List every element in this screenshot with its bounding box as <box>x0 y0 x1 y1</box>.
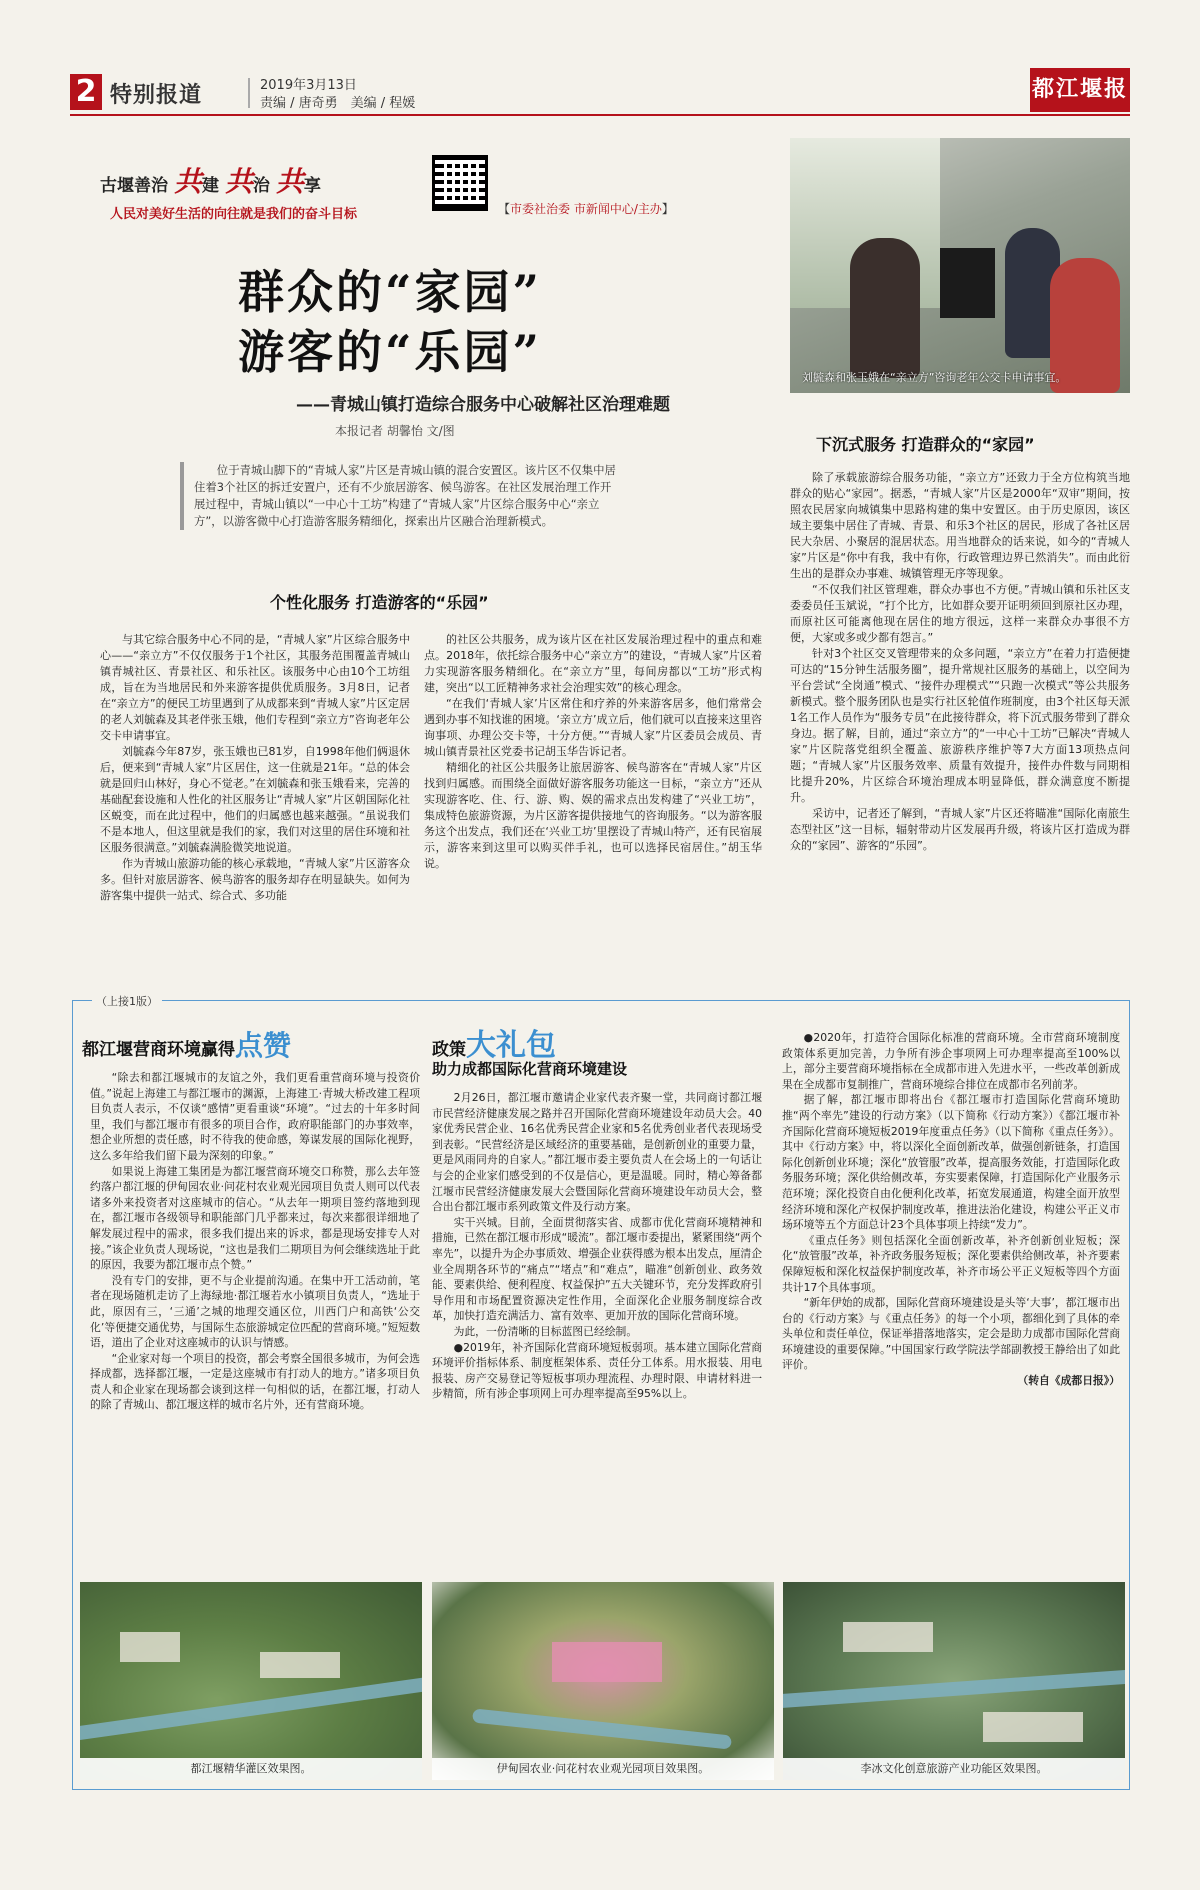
building-shape <box>120 1632 180 1662</box>
heading-highlight: 点赞 <box>235 1029 292 1062</box>
page-number: 2 <box>70 74 102 110</box>
rendering-image-3 <box>783 1582 1125 1780</box>
image-caption: 伊甸园农业·问花村农业观光园项目效果图。 <box>432 1758 774 1780</box>
section-heading: 个性化服务 打造游客的“乐园” <box>270 593 489 612</box>
paragraph: ●2020年，打造符合国际化标准的营商环境。全市营商环境制度政策体系更加完善，力争所有涉企事项网上可办理率提高至100%以上，部分主要营商环境指标在全成都市进入先进水平，一些改革创新成果在全成都市复制推广，营商环境综合排位在成都市名列前茅。 <box>782 1031 1120 1091</box>
paragraph: 据了解，都江堰市即将出台《都江堰市打造国际化营商环境助推“两个率先”建设的行动方案》（以下简称《行动方案》）《都江堰市补齐国际化营商环境短板2019年度重点任务》（以下简称《重点任务》）。其中《行动方案》中，将以深化全面创新改革，做强创新链条，打造国际化创新创业环境；深化“放管服”改革，提高服务效能，打造国际化政务服务环境；深化供给侧改革，夯实要素保障，打造国际化产业服务示范环境；深化投资自由化便利化改革，拓宽发展通道，构建全面开放型经济环境和深化产权保护制度改革，推进法治化建设，构建公平正义市场环境等五个方面总计23个具体事项上持续“发力”。 <box>782 1093 1120 1232</box>
paragraph: 与其它综合服务中心不同的是，“青城人家”片区综合服务中心——“亲立方”不仅仅服务于1个社区，其服务范围覆盖青城山镇青城社区、青景社区、和乐社区。该服务中心由10个工坊组成，旨在为当地居民和外来游客提供优质服务。3月8日，记者在“亲立方”的便民工坊里遇到了从成都来到“青城人家”片区定居的老人刘毓森及其老伴张玉娥，他们专程到“亲立方”咨询老年公交卡申请事宜。 <box>100 633 410 742</box>
continued-heading-2-sub: 助力成都国际化营商环境建设 <box>432 1060 628 1078</box>
page-header <box>70 72 1130 116</box>
paragraph: 作为青城山旅游功能的核心承载地，“青城人家”片区游客众多。但针对旅居游客、候鸟游客的服务却存在明显缺失。如何为游客集中提供一站式、综合式、多功能 <box>100 857 410 902</box>
editors: 责编 / 唐奇勇 美编 / 程媛 <box>260 96 416 111</box>
article-intro: 位于青城山脚下的“青城人家”片区是青城山镇的混合安置区。该片区不仅集中居住着3个社区的拆迁安置户，还有不少旅居游客、候鸟游客。在社区发展治理工作开展过程中，青城山镇以“一中心十工坊”构建了“青城人家”片区综合服务中心“亲立方”，以游客微中心打造游客服务精细化，探索出片区融合治理新模式。 <box>180 462 620 530</box>
section-name: 特别报道 <box>110 83 203 108</box>
continued-column-b <box>432 1090 762 1402</box>
river-shape <box>783 1669 1125 1708</box>
article-column-2 <box>424 632 762 872</box>
sub-slogan: 人民对美好生活的向往就是我们的奋斗目标 <box>110 207 358 222</box>
river-shape <box>80 1676 422 1743</box>
heading-highlight: 大礼包 <box>466 1028 556 1063</box>
image-caption: 李冰文化创意旅游产业功能区效果图。 <box>783 1758 1125 1780</box>
title-line: 游客的“乐园” <box>238 325 542 379</box>
paragraph: 为此，一份清晰的目标蓝图已经绘制。 <box>453 1324 638 1338</box>
building-shape <box>843 1622 933 1652</box>
article-column-1 <box>100 632 410 904</box>
paragraph: 2月26日，都江堰市邀请企业家代表齐聚一堂，共同商讨都江堰市民营经济健康发展之路并召开国际化营商环境建设年动员大会。40家优秀民营企业、16名优秀民营企业家和5名优秀创业者代表现场受到表彰。“民营经济是区域经济的重要基础，是创新创业的重要力量，更是风雨同舟的自家人。”都江堰市委主要负责人在会场上的一句话让与会的企业家们感受到的不仅是信心，更是温暖。同时，精心筹备都江堰市民营经济健康发展大会暨国际化营商环境建设年动员大会，整合出台都江堰市系列政策文件及行动方案。 <box>432 1091 762 1214</box>
slogan-red: 共 <box>224 165 253 198</box>
organizer-suffix: /主办 <box>633 202 662 216</box>
paragraph: “在我们‘青城人家’片区常住和疗养的外来游客居多，他们常常会遇到办事不知找谁的困境。‘亲立方’成立后，他们就可以直接来这里咨询事项、办理公交卡等，十分方便。”“青城人家”片区委员会成员、青城山镇青景社区党委书记胡玉华告诉记者。 <box>424 697 762 758</box>
byline: 本报记者 胡馨怡 文/图 <box>335 424 455 438</box>
paragraph: “除去和都江堰城市的友谊之外，我们更看重营商环境与投资价值。”说起上海建工与都江堰市的渊源，上海建工·青城大桥改建工程项目负责人表示，不仅谈“感情”更看重谈“环境”。“过去的十年多时间里，我们与都江堰市有很多的项目合作，政府职能部门的办事效率，想企业所想的责任感，时不待我的使命感，筹谋发展的国际化视野，这么多年给我们留下最为深刻的印象。” <box>90 1071 420 1162</box>
person-shape <box>850 238 920 378</box>
paragraph: 《重点任务》则包括深化全面创新改革，补齐创新创业短板；深化“放管服”改革，补齐政务服务短板；深化要素供给侧改革，补齐要素保障短板和深化权益保护制度改革，补齐市场公平正义短板等四个方面共计17个具体事项。 <box>782 1233 1120 1294</box>
heading-text: 都江堰营商环境赢得 <box>82 1040 235 1060</box>
river-shape <box>472 1708 732 1749</box>
slogan-red: 共 <box>275 165 304 198</box>
article-photo <box>790 138 1130 393</box>
paragraph: 的社区公共服务，成为该片区在社区发展治理过程中的重点和难点。2018年，依托综合服务中心“亲立方”的建设，“青城人家”片区着力实现游客服务精细化。在“亲立方”里，每间房都以“工坊”形式构建，突出“以工匠精神务求社会治理实效”的核心理念。 <box>424 633 762 694</box>
column-slogan <box>100 160 420 200</box>
building-shape <box>983 1712 1083 1742</box>
paragraph: 采访中，记者还了解到，“青城人家”片区还将瞄准“国际化南旅生态型社区”这一目标，辐射带动片区发展再升级，将该片区打造成为群众的“家园”、游客的“乐园”。 <box>790 807 1130 852</box>
paragraph: 精细化的社区公共服务让旅居游客、候鸟游客在“青城人家”片区找到归属感。而围绕全面做好游客服务功能这一目标，“亲立方”还从实现游客吃、住、行、游、购、娱的需求点出发构建了“兴业工坊”，集成特色旅游资源，为片区游客提供接地气的咨询服务。“以为游客服务这个出发点，我们还在‘兴业工坊’里摆设了青城山特产，还有民宿展示，游客来到这里可以购买伴手礼，也可以选择民宿居住。”胡玉华说。 <box>424 761 762 870</box>
paragraph: 刘毓森今年87岁，张玉娥也已81岁，自1998年他们俩退休后，便来到“青城人家”片区居住，这一住就是21年。“总的体会就是回归山林好，身心不觉老。”在刘毓森和张玉娥看来，完善的基础配套设施和人性化的社区服务让“青城人家”片区朝国际化社区蜕变，而在此过程中，他们的归属感也越来越强。“虽说我们不是本地人，但这里就是我们的家，我们对这里的居住环境和社区服务很满意。”刘毓森满脸微笑地说道。 <box>100 745 410 854</box>
slogan-red: 共 <box>173 165 202 198</box>
monitor-shape <box>940 248 995 318</box>
slogan-part: 建 <box>201 176 219 196</box>
slogan-part: 享 <box>303 176 321 196</box>
paragraph: 没有专门的安排，更不与企业提前沟通。在集中开工活动前，笔者在现场随机走访了上海绿地·都江堰若水小镇项目负责人，“选址于此，原因有三，‘三通’之城的地理交通区位，川西门户和高铁‘公交化’等便捷交通优势，与国际生态旅游城定位匹配的营商环境。”短短数语，道出了企业对这座城市的认识与情感。 <box>90 1273 420 1350</box>
organizer: 【市委社治委 市新闻中心/主办】 <box>498 202 674 216</box>
newspaper-logo: 都江堰报 <box>1030 68 1130 112</box>
rendering-image-2 <box>432 1582 774 1780</box>
section-heading: 下沉式服务 打造群众的“家园” <box>816 435 1035 454</box>
header-divider <box>248 78 250 108</box>
paragraph: “不仅我们社区管理难，群众办事也不方便。”青城山镇和乐社区支委委员任玉斌说，“打个比方，比如群众要开证明须回到原社区办理，而原社区可能离他现在居住的地方很远，这样一来群众办事很不方便，大家或多或少都有怨言。” <box>790 583 1130 644</box>
continued-tag: （上接1版） <box>92 993 162 1009</box>
continued-column-c <box>782 1030 1120 1389</box>
title-line: 群众的“家园” <box>238 265 542 319</box>
slogan-part: 古堰善治 <box>100 176 168 196</box>
continued-column-a <box>90 1070 420 1413</box>
issue-date: 2019年3月13日 <box>260 78 357 93</box>
article-column-3 <box>790 470 1130 854</box>
paragraph: ●2019年，补齐国际化营商环境短板弱项。基本建立国际化营商环境评价指标体系、制度框架体系、责任分工体系。用水报装、用电报装、房产交易登记等短板事项办理流程、办理时限、申请材料进一步精简，所有涉企事项网上可办理率提高至95%以上。 <box>432 1340 762 1401</box>
flower-field-shape <box>552 1642 662 1682</box>
building-shape <box>260 1652 340 1678</box>
paragraph: “新年伊始的成都，国际化营商环境建设是头等‘大事’，都江堰市出台的《行动方案》与《重点任务》的每一个小项，都细化到了具体的牵头单位和责任单位，保证举措落地落实，定会是助力成都市国际化营商环境建设的重要保障。”中国国家行政学院法学部副教授王静给出了如此评价。 <box>782 1296 1120 1372</box>
source-note: （转自《成都日报》） <box>1017 1374 1120 1388</box>
paragraph: 针对3个社区交叉管理带来的众多问题，“亲立方”在着力打造便捷可达的“15分钟生活服务圈”，提升常规社区服务的基础上，以空间为平台尝试“全岗通”模式、“接件办理模式”“只跑一次模式”等公共服务新模式。整个服务团队也是实行社区轮值作班制度，由3个社区每天派1名工作人员作为“服务专员”在此接待群众，将下沉式服务带到了群众身边。据了解，目前，通过“亲立方”的“一中心十工坊”已解决“青城人家”片区院落党组织全覆盖、旅游秩序维护等7大方面13项热点问题；“青城人家”片区服务效率、质量有效提升，接件办件数与同期相比提升20%，片区综合环境治理成本明显降低，群众满意度不断提升。 <box>790 647 1130 804</box>
qr-code-icon[interactable] <box>432 155 488 211</box>
organizer-name: 市委社治委 市新闻中心 <box>510 202 634 216</box>
image-caption: 都江堰精华灌区效果图。 <box>80 1758 422 1780</box>
paragraph: “企业家对每一个项目的投资，都会考察全国很多城市，为何会选择成都，选择都江堰，一定是这座城市有打动人的地方。”诸多项目负责人和企业家在现场都会谈到这样一句相似的话，在都江堰，打动人的除了青城山、都江堰这样的城市名片外，还有营商环境。 <box>90 1351 420 1412</box>
paragraph: 如果说上海建工集团是为都江堰营商环境交口称赞，那么去年签约落户都江堰的伊甸园农业·问花村农业观光园项目负责人则可以代表诸多外来投资者对这座城市的信心。“从去年一期项目签约落地到现在，都江堰市各级领导和职能部门几乎都来过，每次来都很详细地了解发展过程中的需求，很多我们提出来的诉求，都是现场安排专人对接。”该企业负责人现场说，“这也是我们二期项目为何会继续选址于此的原因，我要为都江堰市点个赞。” <box>90 1164 420 1272</box>
photo-caption: 刘毓森和张玉娥在“亲立方”咨询老年公交卡申请事宜。 <box>802 371 1067 384</box>
article-subtitle: ——青城山镇打造综合服务中心破解社区治理难题 <box>296 395 670 415</box>
slogan-part: 治 <box>252 176 270 196</box>
column-banner <box>100 160 420 200</box>
paragraph: 除了承载旅游综合服务功能，“亲立方”还致力于全方位构筑当地群众的贴心“家园”。据悉，“青城人家”片区是2000年“双审”期间，按照农民居家向城镇集中思路构建的集中安置区。由于历史原因，该区域主要集中居住了青城、青景、和乐3个社区的居民，形成了各社区居民大杂居、小聚居的混居状态。用当地群众的话来说，如今的“青城人家”片区是“你中有我，我中有你，行政管理边界已然消失”。而由此衍生出的是群众办事难、城镇管理无序等现象。 <box>790 471 1130 580</box>
continued-heading-1 <box>82 1024 291 1064</box>
rendering-image-1 <box>80 1582 422 1780</box>
paragraph: 实干兴城。目前，全面贯彻落实省、成都市优化营商环境精神和措施，已然在都江堰市形成“暖流”。都江堰市委提出，紧紧围绕“两个率先”，以提升为企办事质效、增强企业获得感为根本出发点，厘清企业全周期各环节的“痛点”“堵点”和“难点”，瞄准“创新创业、政务效能、要素供给、便利程度、权益保护”五大关键环节，充分发挥政府引导作用和市场配置资源决定性作用，全面深化企业服务制度综合改革，加快打造充满活力、富有效率、更加开放的国际化营商环境。 <box>432 1215 762 1323</box>
article-title <box>180 262 600 382</box>
heading-text: 政策 <box>432 1040 466 1060</box>
